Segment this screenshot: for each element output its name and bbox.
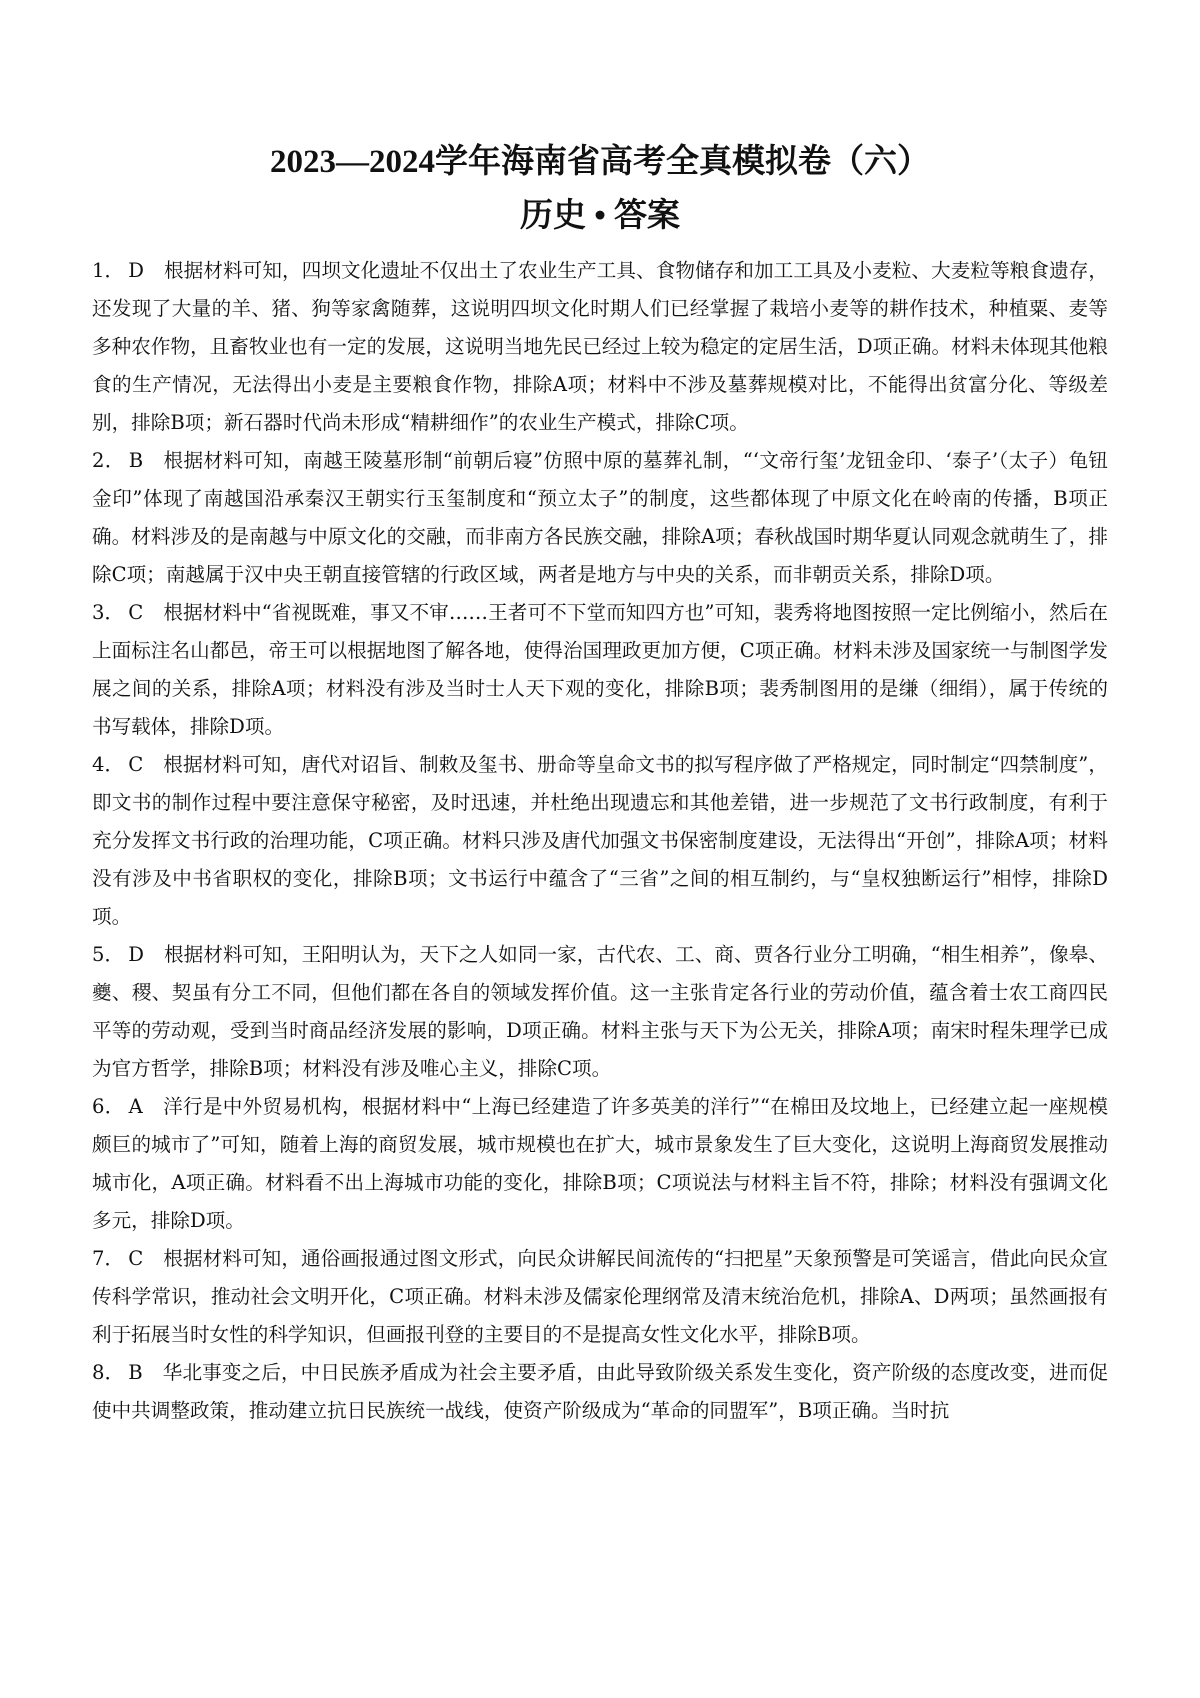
answer-explanation: 根据材料可知，唐代对诏旨、制敕及玺书、册命等皇命文书的拟写程序做了严格规定，同时制定“四禁制度”，即文书的制作过程中要注意保守秘密，及时迅速，并杜绝出现遗忘和其他差错，进一步规范了文书行政制度，有利于充分发挥文书行政的治理功能，C项正确。材料只涉及唐代加强文书保密制度建设，无法得出“开创”，排除A项；材料没有涉及中书省职权的变化，排除B项；文书运行中蕴含了“三省”之间的相互制约，与“皇权独断运行”相悖，排除D项。: [92, 753, 1108, 928]
answer-number: 5．: [92, 943, 125, 966]
answer-item-6: [92, 1088, 1108, 1240]
answer-number: 2．: [92, 449, 125, 472]
answer-list: [92, 252, 1108, 1430]
answer-explanation: 华北事变之后，中日民族矛盾成为社会主要矛盾，由此导致阶级关系发生变化，资产阶级的态度改变，进而促使中共调整政策，推动建立抗日民族统一战线，使资产阶级成为“革命的同盟军”，B项正确。当时抗: [92, 1361, 1109, 1422]
answer-number: 7．: [92, 1247, 125, 1270]
answer-item-5: [92, 936, 1108, 1088]
answer-item-3: [92, 594, 1108, 746]
answer-key: B: [128, 449, 144, 472]
answer-key: C: [128, 601, 144, 624]
answer-number: 4．: [92, 753, 125, 776]
answer-explanation: 根据材料可知，通俗画报通过图文形式，向民众讲解民间流传的“扫把星”天象预警是可笑谣言，借此向民众宣传科学常识，推动社会文明开化，C项正确。材料未涉及儒家伦理纲常及清末统治危机，排除A、D两项；虽然画报有利于拓展当时女性的科学知识，但画报刊登的主要目的不是提高女性文化水平，排除B项。: [92, 1247, 1108, 1346]
answer-item-8: [92, 1354, 1108, 1430]
answer-key: D: [128, 259, 144, 282]
answer-number: 3．: [92, 601, 125, 624]
answer-explanation: 根据材料可知，四坝文化遗址不仅出土了农业生产工具、食物储存和加工工具及小麦粒、大麦粒等粮食遗存，还发现了大量的羊、猪、狗等家禽随葬，这说明四坝文化时期人们已经掌握了栽培小麦等的耕作技术，种植粟、麦等多种农作物，且畜牧业也有一定的发展，这说明当地先民已经过上较为稳定的定居生活，D项正确。材料未体现其他粮食的生产情况，无法得出小麦是主要粮食作物，排除A项；材料中不涉及墓葬规模对比，不能得出贫富分化、等级差别，排除B项；新石器时代尚未形成“精耕细作”的农业生产模式，排除C项。: [92, 259, 1109, 434]
answer-key: D: [128, 943, 144, 966]
answer-explanation: 根据材料中“省视既难，事又不审……王者可不下堂而知四方也”可知，裴秀将地图按照一定比例缩小，然后在上面标注名山都邑，帝王可以根据地图了解各地，使得治国理政更加方便，C项正确。材料未涉及国家统一与制图学发展之间的关系，排除A项；材料没有涉及当时士人天下观的变化，排除B项；裴秀制图用的是缣（细绢），属于传统的书写载体，排除D项。: [92, 601, 1108, 738]
document-subtitle: 历史 • 答案: [519, 198, 681, 234]
answer-number: 1．: [92, 259, 125, 282]
answer-key: C: [128, 753, 144, 776]
answer-key: B: [128, 1361, 143, 1384]
document-title: 2023—2024学年海南省高考全真模拟卷（六）: [270, 144, 930, 180]
answer-explanation: 根据材料可知，王阳明认为，天下之人如同一家，古代农、工、商、贾各行业分工明确，“相生相养”，像皋、夔、稷、契虽有分工不同，但他们都在各自的领域发挥价值。这一主张肯定各行业的劳动价值，蕴含着士农工商四民平等的劳动观，受到当时商品经济发展的影响，D项正确。材料主张与天下为公无关，排除A项；南宋时程朱理学已成为官方哲学，排除B项；材料没有涉及唯心主义，排除C项。: [92, 943, 1108, 1080]
answer-item-4: [92, 746, 1108, 936]
answer-item-1: [92, 252, 1108, 442]
answer-item-2: [92, 442, 1108, 594]
answer-item-7: [92, 1240, 1108, 1354]
answer-explanation: 根据材料可知，南越王陵墓形制“前朝后寝”仿照中原的墓葬礼制，“‘文帝行玺’龙钮金印、‘泰子’（太子）龟钮金印”体现了南越国沿承秦汉王朝实行玉玺制度和“预立太子”的制度，这些都体现了中原文化在岭南的传播，B项正确。材料涉及的是南越与中原文化的交融，而非南方各民族交融，排除A项；春秋战国时期华夏认同观念就萌生了，排除C项；南越属于汉中央王朝直接管辖的行政区域，两者是地方与中央的关系，而非朝贡关系，排除D项。: [92, 449, 1108, 586]
answer-number: 6．: [92, 1095, 125, 1118]
answer-key: A: [128, 1095, 143, 1118]
answer-number: 8．: [92, 1361, 125, 1384]
answer-explanation: 洋行是中外贸易机构，根据材料中“上海已经建造了许多英美的洋行”“在棉田及坟地上，已经建立起一座规模颇巨的城市了”可知，随着上海的商贸发展，城市规模也在扩大，城市景象发生了巨大变化，这说明上海商贸发展推动城市化，A项正确。材料看不出上海城市功能的变化，排除B项；C项说法与材料主旨不符，排除；材料没有强调文化多元，排除D项。: [92, 1095, 1108, 1232]
answer-key: C: [128, 1247, 144, 1270]
